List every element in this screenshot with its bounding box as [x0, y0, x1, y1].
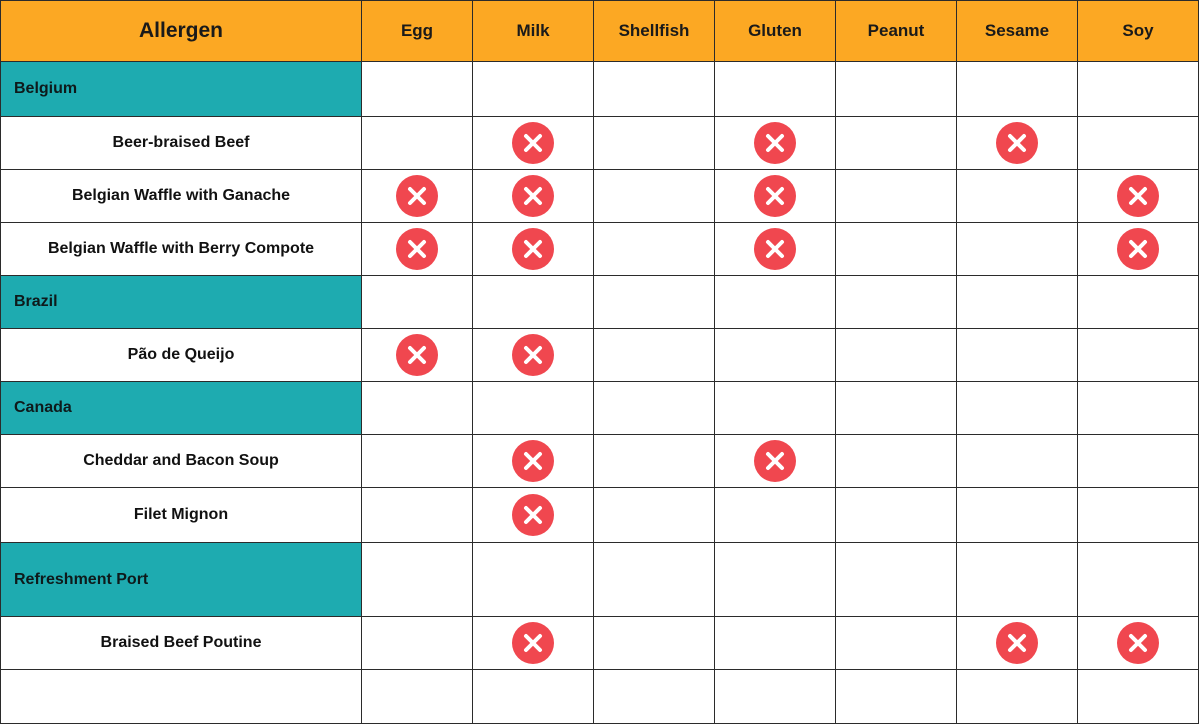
- allergen-cell-egg: [362, 223, 473, 276]
- section-row-label-cell: [0, 382, 362, 435]
- allergen-cell-peanut: [836, 117, 957, 170]
- dish-name: Beer-braised Beef: [112, 134, 250, 151]
- allergen-cell-sesame: [957, 223, 1078, 276]
- allergen-cell-shellfish: [594, 223, 715, 276]
- dish-row-label-cell: [0, 329, 362, 382]
- allergen-cell-sesame: [957, 62, 1078, 117]
- x-circle-icon: [1117, 175, 1159, 217]
- allergen-cell-shellfish: [594, 62, 715, 117]
- dish-name: Pão de Queijo: [127, 346, 235, 363]
- dish-row-label-cell: [0, 488, 362, 543]
- allergen-cell-gluten: [715, 62, 836, 117]
- allergen-cell-egg: [362, 670, 473, 724]
- allergen-cell-sesame: [957, 543, 1078, 617]
- allergen-cell-milk: [473, 117, 594, 170]
- allergen-cell-egg: [362, 543, 473, 617]
- x-circle-icon: [512, 175, 554, 217]
- allergen-cell-egg: [362, 276, 473, 329]
- x-circle-icon: [396, 175, 438, 217]
- column-header-label: Gluten: [748, 21, 802, 40]
- allergen-cell-sesame: [957, 488, 1078, 543]
- allergen-cell-soy: [1078, 170, 1199, 223]
- x-circle-icon: [396, 334, 438, 376]
- allergen-cell-peanut: [836, 617, 957, 670]
- section-row-label-cell: [0, 543, 362, 617]
- section-label: Canada: [14, 399, 72, 416]
- section-label: Belgium: [14, 80, 78, 97]
- dish-name: Cheddar and Bacon Soup: [83, 452, 279, 469]
- dish-row-label-cell: [0, 170, 362, 223]
- x-circle-icon: [996, 122, 1038, 164]
- x-circle-icon: [754, 122, 796, 164]
- allergen-cell-shellfish: [594, 382, 715, 435]
- allergen-cell-peanut: [836, 488, 957, 543]
- x-circle-icon: [512, 494, 554, 536]
- section-label: Refreshment Port: [14, 570, 149, 588]
- x-circle-icon: [512, 122, 554, 164]
- column-header-label: Peanut: [867, 21, 925, 40]
- x-circle-icon: [996, 622, 1038, 664]
- allergen-cell-soy: [1078, 62, 1199, 117]
- dish-row-label-cell: [0, 223, 362, 276]
- section-row-label-cell: [0, 62, 362, 117]
- column-header-label: Shellfish: [618, 21, 690, 40]
- allergen-cell-gluten: [715, 170, 836, 223]
- column-header-label: Sesame: [984, 21, 1050, 40]
- allergen-cell-milk: [473, 62, 594, 117]
- allergen-cell-peanut: [836, 670, 957, 724]
- x-circle-icon: [1117, 228, 1159, 270]
- allergen-cell-shellfish: [594, 670, 715, 724]
- allergen-cell-milk: [473, 382, 594, 435]
- allergen-cell-milk: [473, 276, 594, 329]
- dish-row-label-cell: [0, 435, 362, 488]
- allergen-cell-sesame: [957, 617, 1078, 670]
- section-label: Brazil: [14, 293, 58, 310]
- section-row-label-cell: [0, 276, 362, 329]
- allergen-cell-milk: [473, 617, 594, 670]
- column-header-peanut: [836, 0, 957, 62]
- allergen-cell-sesame: [957, 435, 1078, 488]
- dish-row-label-cell: [0, 117, 362, 170]
- allergen-cell-gluten: [715, 117, 836, 170]
- allergen-cell-gluten: [715, 329, 836, 382]
- allergen-cell-milk: [473, 543, 594, 617]
- column-header-egg: [362, 0, 473, 62]
- allergen-cell-shellfish: [594, 117, 715, 170]
- allergen-cell-soy: [1078, 276, 1199, 329]
- dish-name: Filet Mignon: [133, 506, 229, 523]
- allergen-cell-soy: [1078, 488, 1199, 543]
- column-header-milk: [473, 0, 594, 62]
- allergen-cell-peanut: [836, 329, 957, 382]
- column-header-gluten: [715, 0, 836, 62]
- allergen-cell-peanut: [836, 62, 957, 117]
- allergen-cell-gluten: [715, 382, 836, 435]
- allergen-cell-shellfish: [594, 435, 715, 488]
- allergen-cell-shellfish: [594, 543, 715, 617]
- allergen-cell-shellfish: [594, 488, 715, 543]
- allergen-cell-sesame: [957, 117, 1078, 170]
- allergen-cell-egg: [362, 170, 473, 223]
- allergen-cell-gluten: [715, 617, 836, 670]
- dish-name: Belgian Waffle with Ganache: [71, 187, 291, 204]
- allergen-header-label: Allergen: [138, 19, 224, 42]
- allergen-cell-soy: [1078, 670, 1199, 724]
- allergen-cell-gluten: [715, 670, 836, 724]
- column-header-soy: [1078, 0, 1199, 62]
- column-header-label: Egg: [400, 21, 434, 40]
- allergen-cell-shellfish: [594, 276, 715, 329]
- allergen-cell-egg: [362, 435, 473, 488]
- x-circle-icon: [512, 622, 554, 664]
- allergen-cell-soy: [1078, 435, 1199, 488]
- column-header-label: Soy: [1122, 21, 1154, 40]
- allergen-cell-peanut: [836, 435, 957, 488]
- allergen-cell-milk: [473, 488, 594, 543]
- allergen-cell-gluten: [715, 543, 836, 617]
- allergen-cell-peanut: [836, 170, 957, 223]
- allergen-cell-soy: [1078, 382, 1199, 435]
- allergen-cell-soy: [1078, 117, 1199, 170]
- dish-row-label-cell: [0, 617, 362, 670]
- x-circle-icon: [512, 228, 554, 270]
- allergen-cell-gluten: [715, 435, 836, 488]
- x-circle-icon: [754, 175, 796, 217]
- allergen-cell-egg: [362, 382, 473, 435]
- allergen-cell-gluten: [715, 276, 836, 329]
- allergen-cell-milk: [473, 435, 594, 488]
- allergen-cell-sesame: [957, 276, 1078, 329]
- header-cell-allergen: [0, 0, 362, 62]
- column-header-sesame: [957, 0, 1078, 62]
- dish-name: Belgian Waffle with Berry Compote: [47, 240, 315, 257]
- allergen-cell-soy: [1078, 223, 1199, 276]
- allergen-cell-peanut: [836, 276, 957, 329]
- allergen-cell-egg: [362, 62, 473, 117]
- allergen-cell-soy: [1078, 329, 1199, 382]
- x-circle-icon: [512, 334, 554, 376]
- allergen-cell-peanut: [836, 223, 957, 276]
- allergen-cell-egg: [362, 329, 473, 382]
- x-circle-icon: [396, 228, 438, 270]
- dish-name: Braised Beef Poutine: [100, 634, 262, 651]
- allergen-cell-gluten: [715, 488, 836, 543]
- allergen-cell-milk: [473, 670, 594, 724]
- allergen-cell-soy: [1078, 543, 1199, 617]
- allergen-cell-egg: [362, 488, 473, 543]
- allergen-cell-soy: [1078, 617, 1199, 670]
- x-circle-icon: [512, 440, 554, 482]
- x-circle-icon: [754, 440, 796, 482]
- allergen-cell-sesame: [957, 382, 1078, 435]
- allergen-cell-shellfish: [594, 617, 715, 670]
- allergen-cell-milk: [473, 223, 594, 276]
- allergen-cell-egg: [362, 117, 473, 170]
- x-circle-icon: [1117, 622, 1159, 664]
- allergen-cell-sesame: [957, 170, 1078, 223]
- allergen-cell-sesame: [957, 670, 1078, 724]
- allergen-cell-peanut: [836, 382, 957, 435]
- allergen-cell-shellfish: [594, 170, 715, 223]
- allergen-cell-milk: [473, 329, 594, 382]
- allergen-cell-peanut: [836, 543, 957, 617]
- allergen-cell-shellfish: [594, 329, 715, 382]
- allergen-cell-sesame: [957, 329, 1078, 382]
- allergen-cell-gluten: [715, 223, 836, 276]
- allergen-cell-egg: [362, 617, 473, 670]
- column-header-label: Milk: [516, 21, 550, 40]
- empty-row-label-cell: [0, 670, 362, 724]
- x-circle-icon: [754, 228, 796, 270]
- column-header-shellfish: [594, 0, 715, 62]
- allergen-cell-milk: [473, 170, 594, 223]
